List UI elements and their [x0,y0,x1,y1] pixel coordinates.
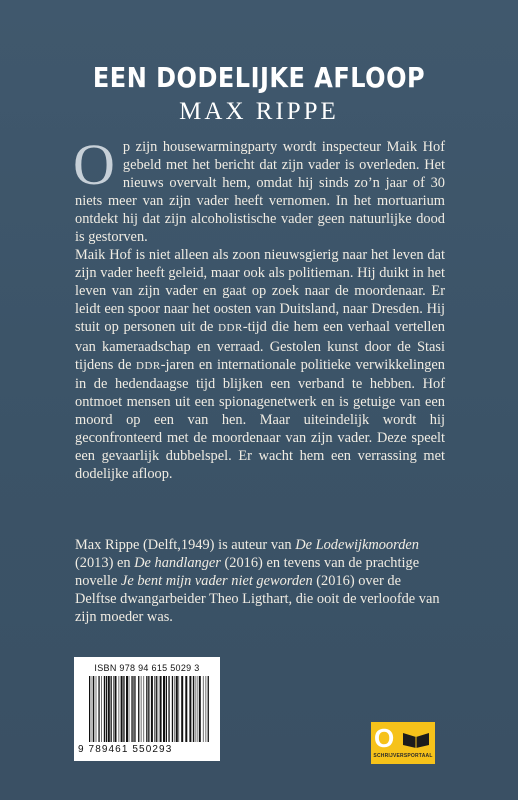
barcode-bar [208,676,209,742]
barcode-bar [98,676,99,742]
barcode-bar [151,676,153,742]
drop-cap: O [73,132,115,197]
barcode-bar [181,676,183,742]
barcode-bar [113,676,114,742]
barcode-bar [131,676,132,742]
book-title-ref: De handlanger [134,555,221,572]
barcode-bar [108,676,110,742]
barcode-bar [206,676,207,742]
open-book-icon [401,730,431,748]
barcode-bar [146,676,147,742]
barcode-bar [144,676,145,742]
ddr-abbreviation: DDR [136,359,161,372]
book-title: EEN DODELIJKE AFLOOP [92,61,426,95]
barcode-bar [141,676,142,742]
barcode-bar [133,676,134,742]
barcode-bar [89,676,90,742]
ddr-abbreviation: DDR [218,322,243,335]
synopsis-text-2c: -jaren en internationale politieke verwikkelingen in de hedendaagse tijd blijken een verband te hebben. Hof ontmoet mensen uit een spionagenetwerk en is getuige van een moord op een van hen. Maar uiteindelijk wordt hij geconfronteerd met de moordenaar van zijn vader. Deze speelt een gevaarlijk dubbelspel. Er wacht hem een verrassing met dodelijke afloop. [75,356,445,482]
barcode-bar [93,676,94,742]
synopsis-paragraph-2 [75,246,445,483]
barcode-bar [138,676,139,742]
barcode-bar [96,676,97,742]
barcode-bar [172,676,173,742]
barcode-bar [119,676,120,742]
barcode-bar [199,676,201,742]
bio-text: (2016) en tevens van de prachtige novelle [75,555,420,590]
barcode-bar [106,676,107,742]
bio-text: (2013) en [75,555,135,572]
synopsis [73,132,445,483]
barcode-bar [175,676,176,742]
barcode-bar [195,676,196,742]
bio-text: (2016) over de Delftse dwangarbeider Theo Ligthart, die ooit de verloofde van zijn moeder was. [75,573,440,626]
barcode-bar [123,676,124,742]
barcode-bar [126,676,128,742]
synopsis-text-1: p zijn housewarmingparty wordt inspecteur Maik Hof gebeld met het bericht dat zijn vader is overleden. Het nieuws overvalt hem, omdat hij sinds zo’n jaar of 30 niets meer van zijn vader heeft vernomen. In het mortuarium ontdekt hij dat zijn alcoholistische vader geen natuurlijke dood is gestorven. [75,139,445,246]
barcode-bar [148,676,149,742]
isbn-barcode [74,657,220,761]
barcode-bar [189,676,191,742]
barcode-bar [160,676,162,742]
barcode-bar [121,676,123,742]
barcode-bar [168,676,169,742]
barcode-bar [101,676,102,742]
barcode-bar [154,676,155,742]
logo-letter: O [374,723,395,753]
barcode-bar [163,676,165,742]
barcode-digits: 9 789461 550293 [78,744,173,755]
barcode-bar [193,676,194,742]
barcode-bar [129,676,130,742]
barcode-bar [111,676,112,742]
book-title-ref: De Lodewijkmoorden [295,537,419,553]
barcode-bar [179,676,180,742]
barcode-bar [176,676,178,742]
synopsis-text-2b: -tijd die hem een verhaal vertellen van kameraadschap en verraad. Gestolen kunst door de Stasi tijdens de [75,319,445,373]
isbn-label: ISBN 978 94 615 5029 3 [94,663,200,673]
author-bio [75,536,445,626]
barcode-bar [104,676,105,742]
barcode-bar [135,676,136,742]
bio-text: Max Rippe (Delft,1949) is auteur van [75,537,296,553]
synopsis-paragraph-1 [73,132,445,246]
author-name: MAX RIPPE [179,98,339,125]
book-title-ref: Je bent mijn vader niet geworden [120,573,313,590]
barcode-bar [197,676,198,742]
synopsis-text-2a: Maik Hof is niet alleen als zoon nieuwsgierig naar het leven dat zijn vader heeft geleid, maar ook als politieman. Hij duikt in het leven van zijn vader en gaat op zoek naar de moordenaar. Er leidt een spoor naar het oosten van Duitsland, naar Dresden. Hij stuit op personen uit de [75,247,445,336]
barcode-bar [203,676,204,742]
publisher-logo [371,722,435,764]
barcode-bar [92,676,93,742]
barcode-bar [156,676,157,742]
publisher-name: SCHRIJVERSPORTAAL [373,753,433,759]
barcode-bar [158,676,159,742]
barcode-bar [185,676,187,742]
barcode-bar [166,676,167,742]
barcode-bars [88,676,212,742]
barcode-bar [115,676,117,742]
